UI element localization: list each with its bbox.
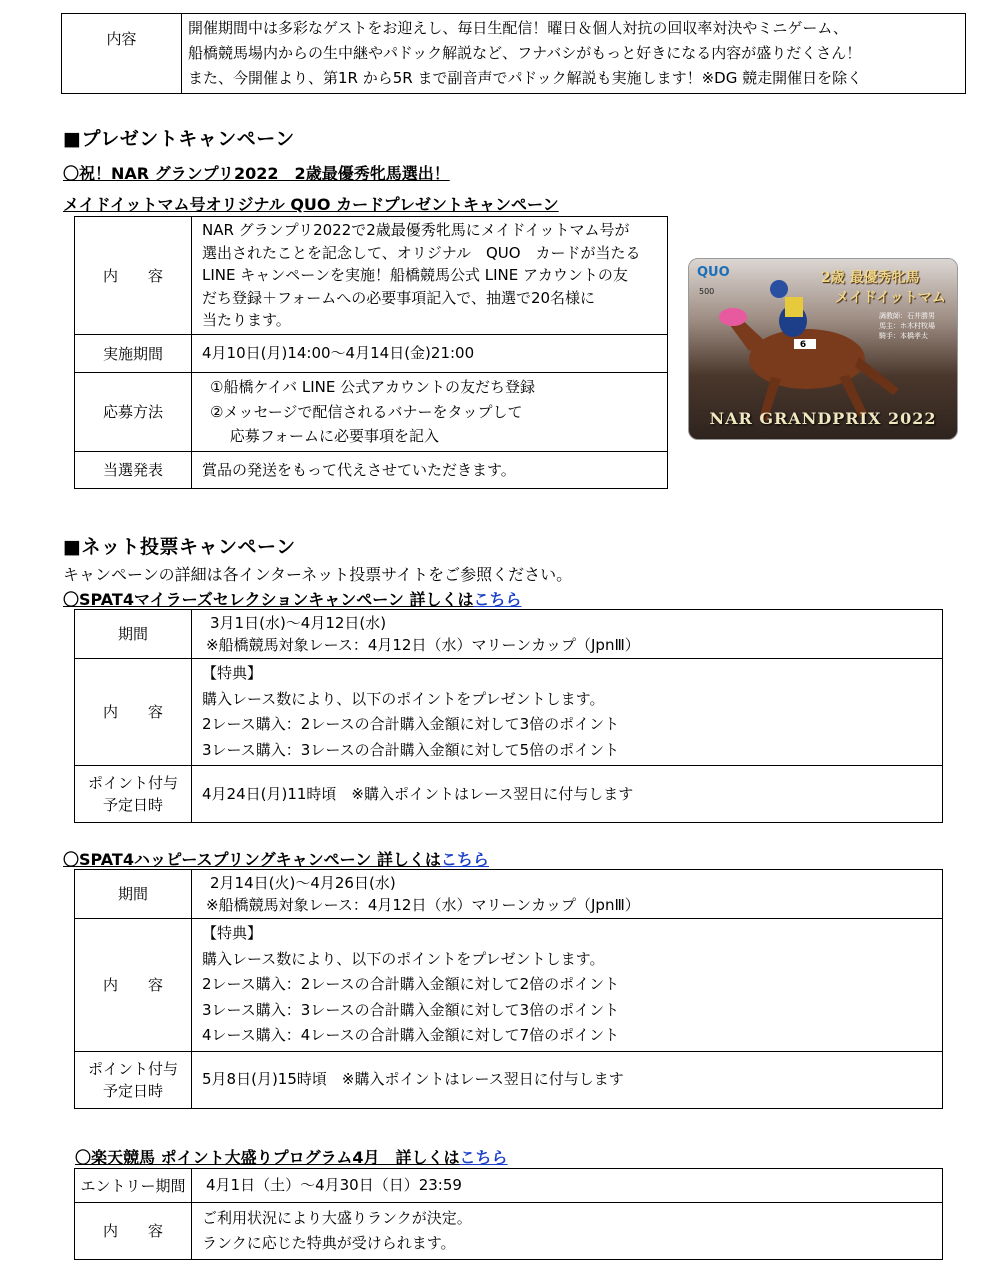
row-label: 期間: [75, 870, 192, 919]
campaign3-title-text: 〇楽天競馬 ポイント大盛りプログラム4月 詳しくは: [75, 1148, 460, 1167]
row-label-line: 予定日時: [102, 1081, 163, 1100]
table-row: [75, 1203, 943, 1260]
content-line: 応募フォームに必要事項を記入: [210, 427, 440, 446]
quo-logo: QUO: [697, 265, 730, 280]
table-row: [75, 610, 943, 659]
content-line: NAR グランプリ2022で2歳最優秀牝馬にメイドイットマム号が: [202, 221, 630, 240]
content-line: 賞品の発送をもって代えさせていただきます。: [202, 460, 516, 479]
card-info: [879, 311, 935, 341]
table-row: [75, 919, 943, 1052]
content-line: 当たります。: [202, 311, 291, 330]
table-row: [75, 335, 668, 373]
table-row: [75, 870, 943, 919]
campaign3-title: [75, 1145, 508, 1168]
present-subheading-1: 〇祝！NAR グランプリ2022 2歳最優秀牝馬選出！: [63, 164, 450, 183]
campaign1-table: [74, 609, 943, 823]
content-line: だち登録＋フォームへの必要事項記入で、抽選で20名様に: [202, 288, 596, 307]
campaign2-link[interactable]: こちら: [440, 850, 489, 869]
content-line: LINE キャンペーンを実施！船橋競馬公式 LINE アカウントの友: [202, 266, 628, 285]
row-label: [75, 766, 192, 823]
content-line: 2月14日(火)～4月26日(水): [210, 874, 396, 892]
row-label: [75, 1051, 192, 1108]
content-line: ※船橋競馬対象レース：4月12日（水）マリーンカップ（JpnⅢ）: [206, 636, 640, 654]
table-row: [75, 217, 668, 335]
row-content: [192, 217, 668, 335]
row-label: エントリー期間: [75, 1169, 192, 1203]
content-line: ご利用状況により大盛りランクが決定。: [202, 1209, 472, 1227]
card-info-line: 騎手：本橋孝太: [879, 332, 928, 340]
row-content: [192, 610, 943, 659]
campaign3-table: [74, 1168, 943, 1260]
row-content: [182, 14, 966, 94]
row-label-line: 予定日時: [102, 796, 163, 814]
card-title-line2: メイドイットマム: [835, 290, 946, 306]
table-row: [75, 766, 943, 823]
row-content: [192, 766, 943, 823]
content-line: また、今開催より、第1R から5R まで副音声でパドック解説も実施します！※DG 競走開催日を除く: [188, 69, 863, 87]
quo-card-image: [688, 258, 958, 440]
campaign2-table: [74, 869, 943, 1109]
row-label: 応募方法: [75, 373, 192, 452]
card-info-line: 馬主：ホ木村牧場: [879, 322, 935, 330]
row-content: [192, 919, 943, 1052]
content-line: ②メッセージで配信されるバナーをタップして: [210, 402, 523, 421]
content-line: 3月1日(水)～4月12日(水): [210, 614, 387, 632]
row-content: [192, 335, 668, 373]
table-row: [75, 373, 668, 452]
row-content: [192, 870, 943, 919]
content-line: 3レース購入：3レースの合計購入金額に対して5倍のポイント: [202, 740, 620, 759]
content-line: 【特典】: [202, 664, 263, 682]
present-campaign-heading: ■プレゼントキャンペーン: [63, 128, 295, 150]
content-line: 選出されたことを記念して、オリジナル QUO カードが当たる: [202, 243, 641, 262]
content-line: ①船橋ケイバ LINE 公式アカウントの友だち登録: [210, 378, 535, 397]
campaign1-link[interactable]: こちら: [473, 590, 522, 609]
content-line: 4月10日(月)14:00～4月14日(金)21:00: [202, 344, 475, 362]
card-info-line: 調教師：石井勝男: [879, 312, 935, 320]
content-line: 購入レース数により、以下のポイントをプレゼントします。: [202, 689, 605, 708]
row-label-line: ポイント付与: [87, 1059, 178, 1078]
row-content: [192, 1203, 943, 1260]
content-line: 5月8日(月)15時頃 ※購入ポイントはレース翌日に付与します: [202, 1070, 624, 1088]
net-campaign-intro: キャンペーンの詳細は各インターネット投票サイトをご参照ください。: [63, 565, 573, 584]
table-row: [75, 659, 943, 766]
table-row: [75, 1169, 943, 1203]
row-label: 内容: [62, 14, 182, 94]
campaign3-link[interactable]: こちら: [459, 1148, 508, 1167]
table-row: [62, 14, 966, 94]
present-subheading-2: メイドイットマム号オリジナル QUO カードプレゼントキャンペーン: [63, 195, 559, 214]
row-label: 当選発表: [75, 452, 192, 489]
svg-text:6: 6: [799, 340, 807, 350]
row-content: [192, 1169, 943, 1203]
content-line: 3レース購入：3レースの合計購入金額に対して3倍のポイント: [202, 1000, 620, 1019]
campaign2-title-text: 〇SPAT4ハッピースプリングキャンペーン 詳しくは: [63, 850, 441, 869]
table-row: [75, 1051, 943, 1108]
content-line: 4レース購入：4レースの合計購入金額に対して7倍のポイント: [202, 1026, 620, 1044]
row-label-line: ポイント付与: [87, 774, 178, 792]
net-campaign-heading: ■ネット投票キャンペーン: [63, 536, 296, 558]
row-content: [192, 659, 943, 766]
table-row: [75, 452, 668, 489]
card-banner: NAR GRANDPRIX 2022: [709, 409, 937, 428]
row-content: [192, 1051, 943, 1108]
campaign1-title: [63, 587, 521, 610]
row-label: 内 容: [75, 1203, 192, 1260]
content-line: 4月1日（土）～4月30日（日）23:59: [206, 1176, 462, 1194]
content-line: 4月24日(月)11時頃 ※購入ポイントはレース翌日に付与します: [202, 784, 634, 803]
card-title-line1: 2歳 最優秀牝馬: [821, 270, 920, 286]
content-line: 2レース購入：2レースの合計購入金額に対して2倍のポイント: [202, 975, 620, 993]
content-line: ランクに応じた特典が受けられます。: [202, 1234, 456, 1252]
row-label: 内 容: [75, 919, 192, 1052]
campaign2-title: [63, 847, 489, 870]
row-content: [192, 373, 668, 452]
row-content: [192, 452, 668, 489]
content-line: 2レース購入：2レースの合計購入金額に対して3倍のポイント: [202, 715, 620, 733]
event-content-table: [61, 13, 966, 94]
content-line: 【特典】: [202, 924, 263, 942]
campaign1-title-text: 〇SPAT4マイラーズセレクションキャンペーン 詳しくは: [63, 590, 474, 609]
content-line: 購入レース数により、以下のポイントをプレゼントします。: [202, 949, 605, 968]
content-line: ※船橋競馬対象レース：4月12日（水）マリーンカップ（JpnⅢ）: [206, 896, 640, 914]
content-line: 船橋競馬場内からの生中継やパドック解説など、フナバシがもっと好きになる内容が盛りだくさん！: [188, 44, 862, 62]
row-label: 内 容: [75, 217, 192, 335]
row-label: 実施期間: [75, 335, 192, 373]
quo-value: 500: [699, 287, 715, 296]
content-line: 開催期間中は多彩なゲストをお迎えし、毎日生配信！曜日＆個人対抗の回収率対決やミニゲーム、: [188, 19, 848, 37]
row-label: 内 容: [75, 659, 192, 766]
present-campaign-table: [74, 216, 668, 489]
row-label: 期間: [75, 610, 192, 659]
